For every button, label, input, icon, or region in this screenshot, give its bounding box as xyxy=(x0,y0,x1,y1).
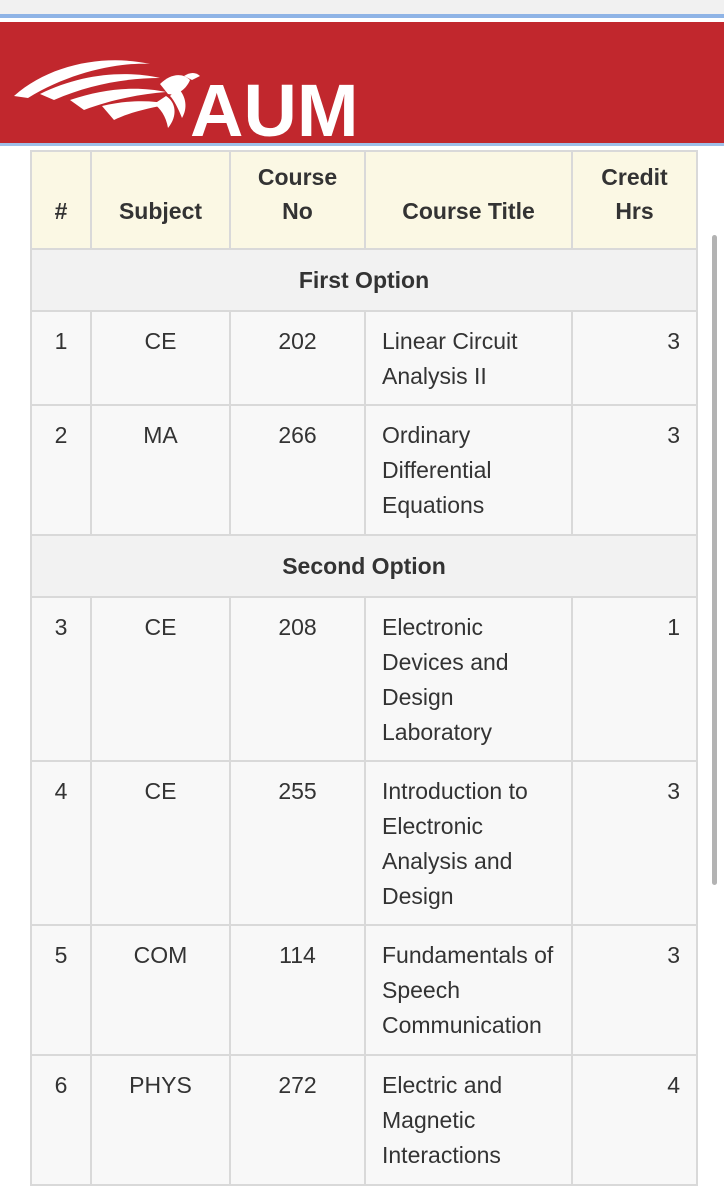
cell-course-title: Ordinary Differential Equations xyxy=(365,405,572,535)
cell-subject: PHYS xyxy=(91,1055,230,1185)
cell-credit: 1 xyxy=(572,597,697,761)
header-credit-hrs: Credit Hrs xyxy=(572,151,697,249)
cell-num: 2 xyxy=(31,405,91,535)
cell-subject: MA xyxy=(91,405,230,535)
table-row xyxy=(31,925,697,1055)
table-row xyxy=(31,761,697,925)
header-num: # xyxy=(31,151,91,249)
section-label: First Option xyxy=(31,249,697,311)
header-course-title: Course Title xyxy=(365,151,572,249)
cell-course-no: 202 xyxy=(230,311,365,405)
cell-num: 4 xyxy=(31,761,91,925)
cell-num: 1 xyxy=(31,311,91,405)
cell-num: 6 xyxy=(31,1055,91,1185)
section-row xyxy=(31,535,697,597)
cell-credit: 3 xyxy=(572,925,697,1055)
cell-course-no: 114 xyxy=(230,925,365,1055)
cell-credit: 3 xyxy=(572,311,697,405)
table-row xyxy=(31,311,697,405)
cell-credit: 3 xyxy=(572,405,697,535)
cell-subject: CE xyxy=(91,311,230,405)
section-row xyxy=(31,249,697,311)
cell-course-title: Electric and Magnetic Interactions xyxy=(365,1055,572,1185)
site-header xyxy=(0,22,724,146)
cell-num: 3 xyxy=(31,597,91,761)
section-label: Second Option xyxy=(31,535,697,597)
cell-course-title: Fundamentals of Speech Communication xyxy=(365,925,572,1055)
cell-credit: 3 xyxy=(572,761,697,925)
course-table xyxy=(30,150,698,1186)
browser-top-bar xyxy=(0,0,724,18)
cell-course-title: Introduction to Electronic Analysis and Design xyxy=(365,761,572,925)
cell-subject: COM xyxy=(91,925,230,1055)
brand-text: AUM xyxy=(190,69,359,148)
cell-credit: 4 xyxy=(572,1055,697,1185)
table-row xyxy=(31,405,697,535)
cell-course-no: 266 xyxy=(230,405,365,535)
cell-subject: CE xyxy=(91,597,230,761)
cell-course-title: Electronic Devices and Design Laboratory xyxy=(365,597,572,761)
table-row xyxy=(31,1055,697,1185)
header-course-no: Course No xyxy=(230,151,365,249)
aum-phoenix-logo[interactable] xyxy=(10,44,440,148)
table-header-row xyxy=(31,151,697,249)
vertical-scrollbar[interactable] xyxy=(712,235,717,885)
phoenix-icon xyxy=(14,60,200,128)
cell-num: 5 xyxy=(31,925,91,1055)
cell-course-no: 255 xyxy=(230,761,365,925)
cell-course-no: 208 xyxy=(230,597,365,761)
table-row xyxy=(31,597,697,761)
header-subject: Subject xyxy=(91,151,230,249)
cell-course-no: 272 xyxy=(230,1055,365,1185)
cell-course-title: Linear Circuit Analysis II xyxy=(365,311,572,405)
cell-subject: CE xyxy=(91,761,230,925)
